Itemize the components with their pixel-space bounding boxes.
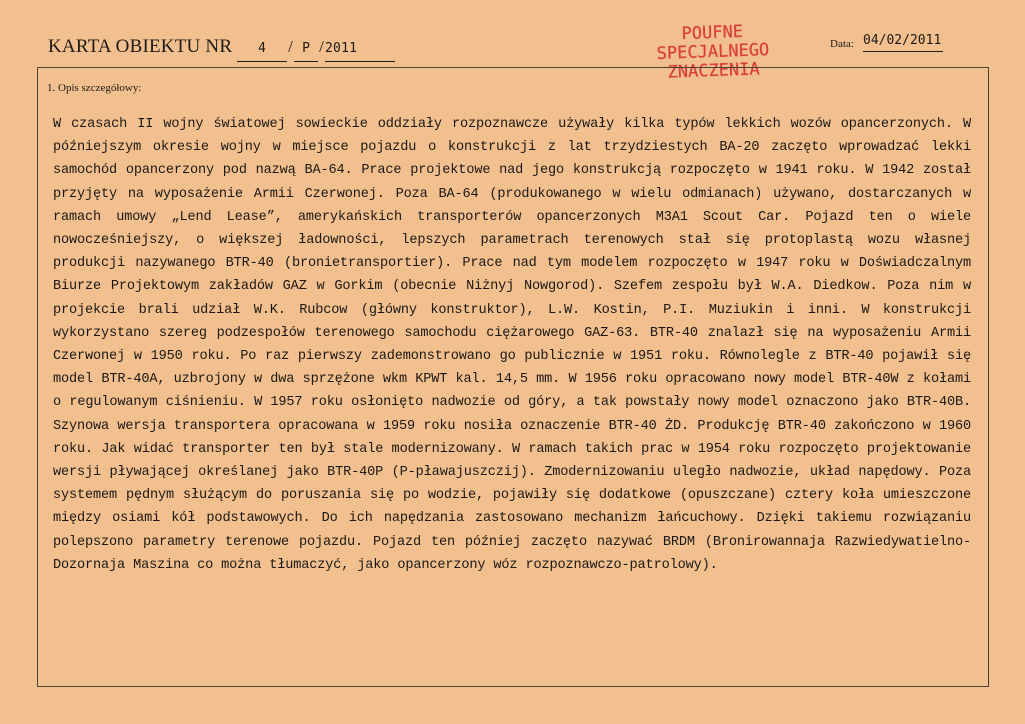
object-year-field[interactable]: 2011 <box>325 41 395 62</box>
card-title-label: KARTA OBIEKTU NR <box>48 36 233 57</box>
section-label: 1. Opis szczegółowy: <box>47 82 142 94</box>
stamp-line: POUFNE <box>681 21 744 45</box>
description-text: W czasach II wojny światowej sowieckie oddziały rozpoznawcze używały kilka typów lekkich wozów opancerzonych. W późniejszym okresie wojny w miejsce pojazdu o konstrukcji z lat trzydziestych BA-20 zaczęto wprowadzać lekki samochód opancerzony pod nazwą BA-64. Prace projektowe nad jego konstrukcją rozpoczęto w 1941 roku. W 1942 został przyjęty na wyposażenie Armii Czerwonej. Poza BA-64 (produkowanego w wielu odmianach) używano, dostarczanych w ramach umowy „Lend Lease”, amerykańskich transporterów opancerzonych M3A1 Scout Car. Pojazd ten o wiele nowocześniejszy, o większej ładowności, lepszych parametrach terenowych stał się protoplastą wozu własnej produkcji nazywanego BTR-40 (bronietransportier). Prace nad tym modelem rozpoczęto w 1947 roku w Doświadczalnym Biurze Projektowym zakładów GAZ w Gorkim (obecnie Niżnyj Nowgorod). Szefem zespołu był W.A. Diedkow. Poza nim w projekcie brali udział W.K. Rubcow (główny konstruktor), L.W. Kostin, P.I. Muziukin i inni. W konstrukcji wykorzystano szereg podzespołów terenowego samochodu ciężarowego GAZ-63. BTR-40 znalazł się na wyposażeniu Armii Czerwonej w 1950 roku. Po raz pierwszy zademonstrowano go publicznie w 1951 roku. Równolegle z BTR-40 pojawił się model BTR-40A, uzbrojony w dwa sprzężone wkm KPWT kal. 14,5 mm. W 1956 roku opracowano nowy model BTR-40W z kołami o regulowanym ciśnieniu. W 1957 roku osłonięto nadwozie od góry, a tak powstały nowy model oznaczono jako BTR-40B. Szynowa wersja transportera opracowana w 1959 roku nosiła oznaczenie BTR-40 ŻD. Produkcję BTR-40 zakończono w 1960 roku. Jak widać transporter ten był stale modernizowany. W ramach takich prac w 1954 roku rozpoczęto projektowanie wersji pływającej określanej jako BTR-40P (P-pławajuszczij). Zmodernizowaniu uległo nadwozie, układ napędowy. Poza systemem pędnym służącym do poruszania się po wodzie, pojawiły się dodatkowe (opuszczane) cztery koła umieszczone między osiami kół podstawowych. Do ich napędzania zastosowano mechanizm łańcuchowy. Dzięki takiemu rozwiązaniu polepszono parametry terenowe pojazdu. Pojazd ten później zaczęto nazywać BRDM (Bronirowannaja Razwiedywatielno-Dozornaja Maszina co można tłumaczyć, jako opancerzony wóz rozpoznawczo-patrolowy). <box>53 117 971 573</box>
stamp-line: ZNACZENIA <box>667 59 761 83</box>
description-box <box>37 67 989 687</box>
stamp-line: SPECJALNEGO <box>656 40 770 64</box>
date-label: Data: <box>830 38 854 50</box>
object-number-field[interactable]: 4 <box>237 41 287 62</box>
object-series-field[interactable]: P <box>294 41 318 62</box>
separator: / <box>319 37 325 56</box>
date-field[interactable]: 04/02/2011 <box>863 33 943 52</box>
card-title <box>48 36 395 62</box>
separator: / <box>288 37 294 56</box>
